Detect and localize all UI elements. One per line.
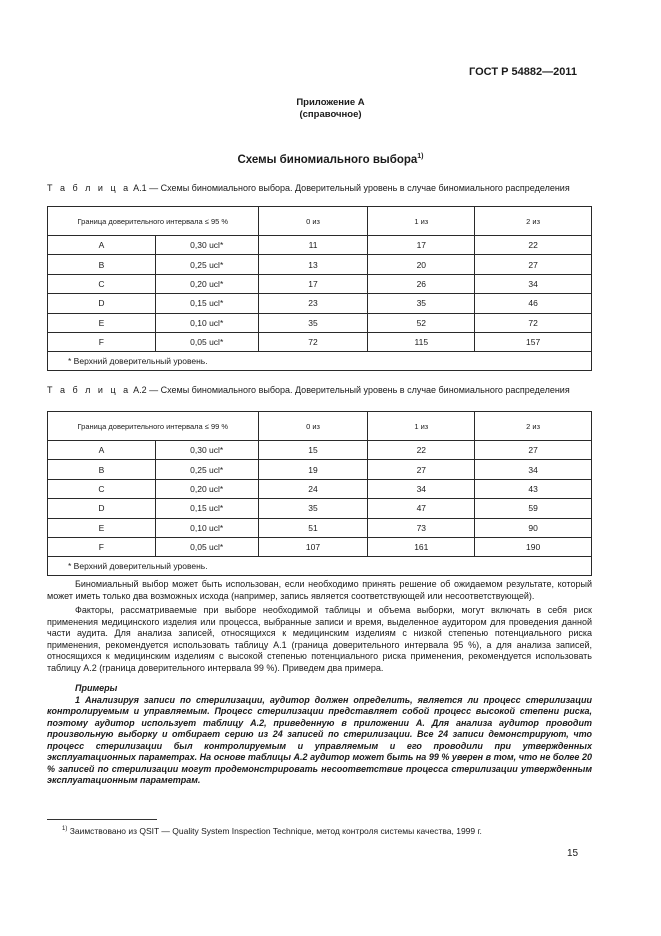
table-cell: 52 (368, 313, 475, 332)
table-row (48, 499, 592, 518)
table-cell: E (48, 518, 156, 537)
table-cell: 157 (475, 332, 592, 351)
table-row (48, 255, 592, 274)
table-cell: 27 (368, 460, 475, 479)
table-cell: 35 (368, 294, 475, 313)
table-cell: 107 (258, 537, 368, 556)
table-row (48, 479, 592, 498)
paragraph-1: Биномиальный выбор может быть использован, если необходимо принять решение об ожидаемом результате, который может иметь только два возможных исхода (например, запись является соответствующей или несоответствующей). (47, 579, 592, 601)
table-cell: 47 (368, 499, 475, 518)
appendix-title: Приложение А (296, 97, 365, 108)
table-cell: C (48, 479, 156, 498)
body-text (47, 579, 592, 787)
table-cell: 0,20 ucl* (155, 274, 258, 293)
table-cell: 59 (475, 499, 592, 518)
footnote-separator (47, 819, 157, 820)
table1-header-row (48, 207, 592, 236)
table-cell: F (48, 537, 156, 556)
table2-note-row (48, 557, 592, 576)
table1-note: * Верхний доверительный уровень. (48, 352, 592, 371)
table1-header-2: 2 из (475, 207, 592, 236)
table-cell: D (48, 294, 156, 313)
table-row (48, 460, 592, 479)
table-cell: 34 (368, 479, 475, 498)
table-row (48, 537, 592, 556)
table-cell: 22 (368, 441, 475, 460)
examples-heading: Примеры (75, 683, 118, 693)
table-cell: 73 (368, 518, 475, 537)
table-row (48, 294, 592, 313)
example-1: 1 Анализируя записи по стерилизации, аудитор должен определить, является ли процесс стерилизации контролируемым и управляемым. Процесс стерилизации представляет собой процесс высокой степени риска, поэтому аудитор использует таблицу А.2, приведенную в приложении А. Для анализа аудитор проводит произвольную выборку и отбирает серию из 24 записей по стерилизации. Все 24 записи демонстрируют, что процесс стерилизации был контролируемым и управляемым и его проводили при утвержденных эксплуатационных параметрах. На основе таблицы А.2 аудитор может быть на 99 % уверен в том, что не более 20 % записей по стерилизации могут продемонстрировать несоответствие процесса стерилизации утвержденным эксплуатационным параметрам. (47, 694, 592, 785)
table-cell: 35 (258, 499, 368, 518)
table-cell: 27 (475, 441, 592, 460)
section-title-text: Схемы биномиального выбора (237, 153, 418, 166)
table-cell: 24 (258, 479, 368, 498)
footnote-ref: 1) (417, 153, 424, 160)
table-cell: 17 (368, 236, 475, 255)
table-cell: A (48, 236, 156, 255)
table-cell: 13 (258, 255, 368, 274)
table-row (48, 274, 592, 293)
table-cell: 72 (475, 313, 592, 332)
table-cell: 51 (258, 518, 368, 537)
table2-header-row (48, 412, 592, 441)
table-cell: 0,20 ucl* (155, 479, 258, 498)
table-cell: F (48, 332, 156, 351)
table-cell: 34 (475, 274, 592, 293)
table-cell: 0,30 ucl* (155, 441, 258, 460)
table-row (48, 332, 592, 351)
table-cell: 35 (258, 313, 368, 332)
table2-header-1: 1 из (368, 412, 475, 441)
section-title (0, 153, 661, 166)
table-cell: 15 (258, 441, 368, 460)
table1 (47, 206, 592, 371)
table-row (48, 441, 592, 460)
table-row (48, 313, 592, 332)
footnote-mark: 1) (62, 826, 68, 833)
table-cell: 0,25 ucl* (155, 255, 258, 274)
table-cell: 72 (258, 332, 368, 351)
table-cell: 90 (475, 518, 592, 537)
paragraph-2: Факторы, рассматриваемые при выборе необходимой таблицы и объема выборки, могут включать в себя риск применения медицинского изделия или процесса, выбранные записи и время, выделенное аудитором для проведения данной части аудита. Для анализа записей, относящихся к медицинским изделиям с низкой степенью потенциального риска применения, рекомендуется использовать таблицу А.1 (граница доверительного интервала 95 %), а для анализа записей, относящихся к медицинским изделиям с высокой степенью потенциального риска применения, рекомендуется использовать таблицу А.2 (граница доверительного интервала 99 %). Приведем два примера. (47, 605, 592, 673)
table2-header-interval: Граница доверительного интервала ≤ 99 % (48, 412, 259, 441)
table-cell: 0,05 ucl* (155, 537, 258, 556)
table-cell: E (48, 313, 156, 332)
table-cell: 161 (368, 537, 475, 556)
table2-header-0: 0 из (258, 412, 368, 441)
table-cell: 23 (258, 294, 368, 313)
table-cell: C (48, 274, 156, 293)
table-cell: 0,05 ucl* (155, 332, 258, 351)
table-cell: 22 (475, 236, 592, 255)
table-cell: 19 (258, 460, 368, 479)
table-cell: 0,15 ucl* (155, 499, 258, 518)
table-cell: 0,10 ucl* (155, 313, 258, 332)
table-cell: A (48, 441, 156, 460)
table-row (48, 518, 592, 537)
table-cell: B (48, 255, 156, 274)
table1-header-0: 0 из (258, 207, 368, 236)
table1-header-1: 1 из (368, 207, 475, 236)
table2-caption: Т а б л и ц а А.2 — Схемы биномиального выбора. Доверительный уровень в случае биномиального распределения (47, 385, 570, 395)
appendix-heading (0, 97, 661, 121)
table-cell: 0,15 ucl* (155, 294, 258, 313)
table1-note-row (48, 352, 592, 371)
table-cell: 27 (475, 255, 592, 274)
footnote-text: Заимствовано из QSIT — Quality System Inspection Technique, метод контроля системы качества, 1999 г. (67, 826, 482, 836)
table-cell: 17 (258, 274, 368, 293)
table-row (48, 236, 592, 255)
table-cell: 0,30 ucl* (155, 236, 258, 255)
table-cell: D (48, 499, 156, 518)
table-cell: 11 (258, 236, 368, 255)
table-cell: 0,25 ucl* (155, 460, 258, 479)
table-cell: 115 (368, 332, 475, 351)
table2-note: * Верхний доверительный уровень. (48, 557, 592, 576)
table-cell: 0,10 ucl* (155, 518, 258, 537)
table-cell: 20 (368, 255, 475, 274)
footnote (62, 826, 482, 836)
page-number: 15 (567, 848, 579, 859)
appendix-type: (справочное) (299, 109, 362, 120)
table2-header-2: 2 из (475, 412, 592, 441)
table1-caption: Т а б л и ц а А.1 — Схемы биномиального выбора. Доверительный уровень в случае биномиального распределения (47, 183, 570, 193)
table-cell: 34 (475, 460, 592, 479)
table-cell: 190 (475, 537, 592, 556)
table-cell: 26 (368, 274, 475, 293)
document-code: ГОСТ Р 54882—2011 (469, 66, 577, 78)
table1-header-interval: Граница доверительного интервала ≤ 95 % (48, 207, 259, 236)
table-cell: 46 (475, 294, 592, 313)
table-cell: 43 (475, 479, 592, 498)
table2 (47, 411, 592, 576)
table-cell: B (48, 460, 156, 479)
